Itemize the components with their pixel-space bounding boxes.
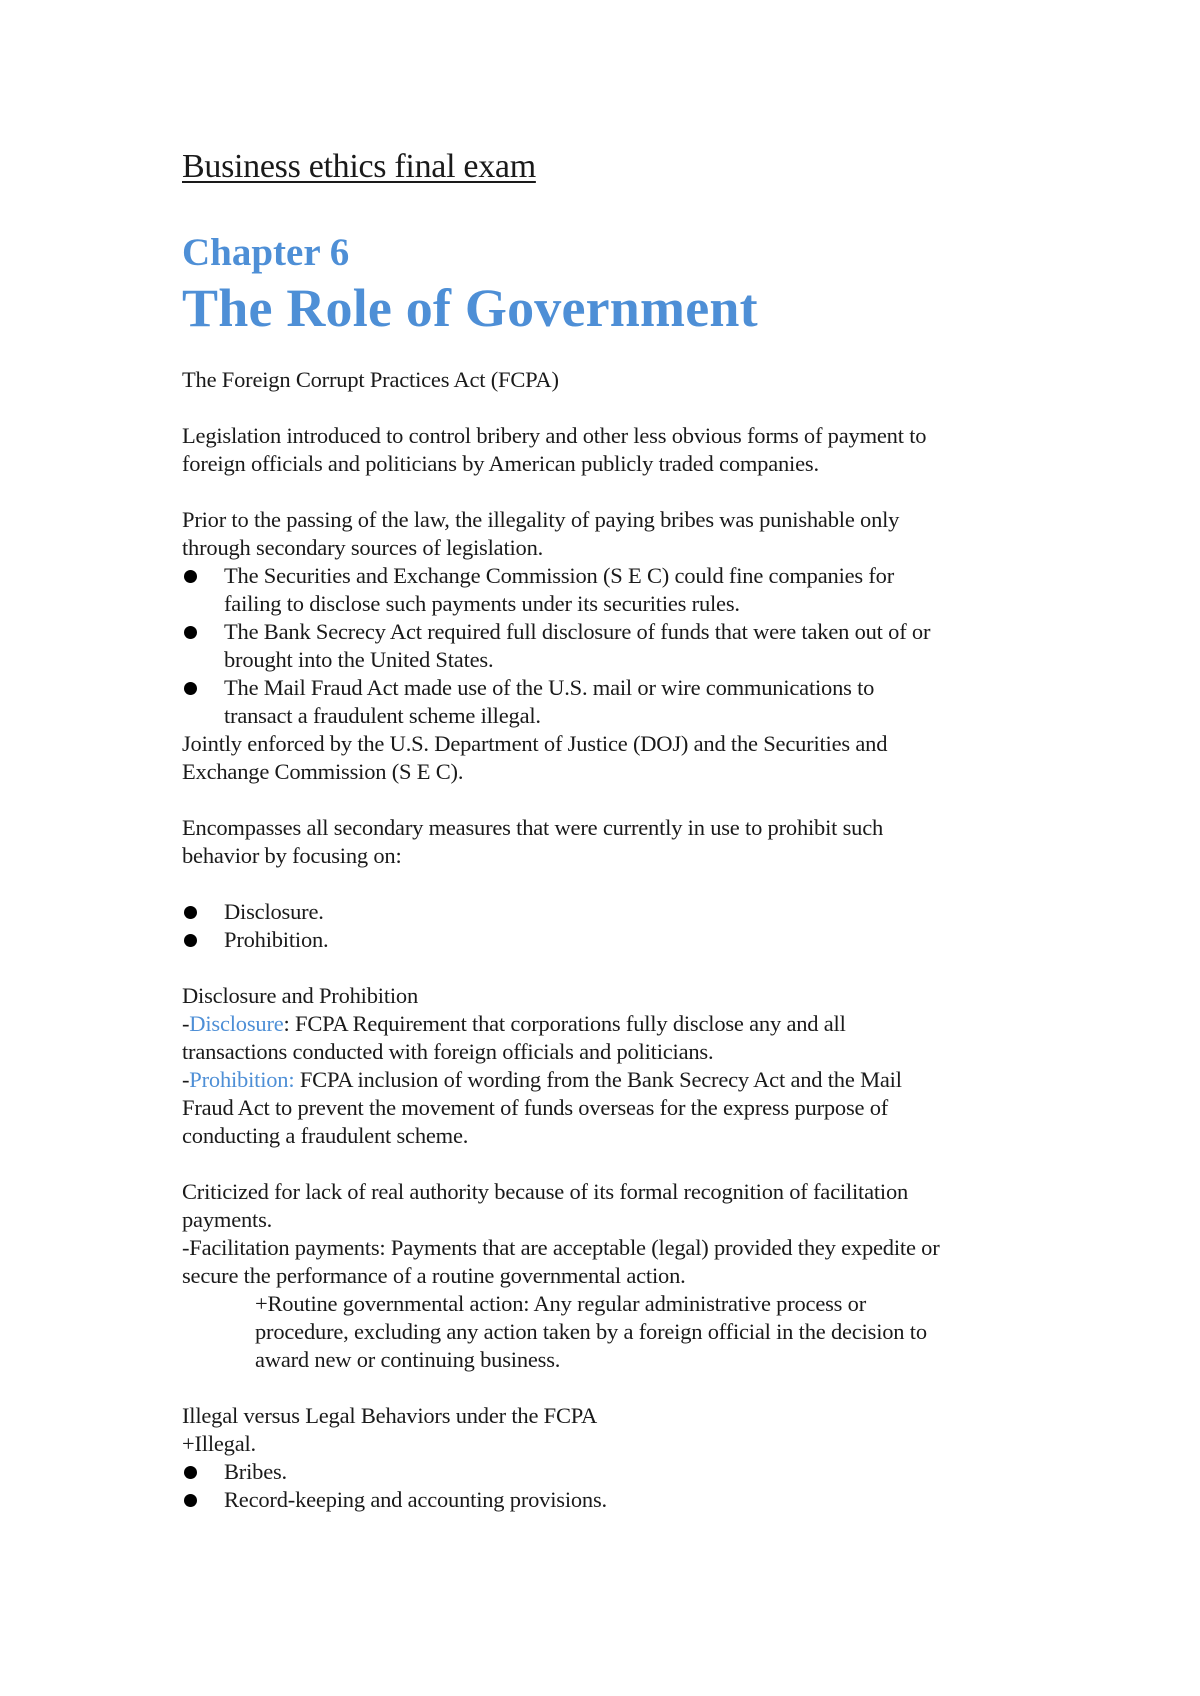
- section-title: Disclosure and Prohibition: [182, 983, 419, 1008]
- definition-line: -Prohibition: FCPA inclusion of wording from the Bank Secrecy Act and the Mail: [182, 1067, 902, 1092]
- bullet-item: [182, 926, 1042, 954]
- paragraph-line: payments.: [182, 1207, 273, 1232]
- paragraph-line: Encompasses all secondary measures that were currently in use to prohibit such: [182, 815, 884, 840]
- bullet-item: [182, 674, 1042, 730]
- bullet-item: [182, 898, 1042, 926]
- paragraph-line: transactions conducted with foreign officials and politicians.: [182, 1039, 714, 1064]
- paragraph-line: -Facilitation payments: Payments that are acceptable (legal) provided they expedite or: [182, 1235, 940, 1260]
- paragraph-line: Legislation introduced to control bribery and other less obvious forms of payment to: [182, 423, 927, 448]
- paragraph-line: secure the performance of a routine governmental action.: [182, 1263, 686, 1288]
- paragraph-line: conducting a fraudulent scheme.: [182, 1123, 469, 1148]
- paragraph-line: Criticized for lack of real authority because of its formal recognition of facilitation: [182, 1179, 909, 1204]
- term-prohibition: Prohibition:: [189, 1067, 295, 1092]
- bullet-icon: [184, 682, 197, 695]
- chapter-label: Chapter 6: [182, 231, 350, 274]
- indented-line: +Routine governmental action: Any regular administrative process or: [255, 1291, 866, 1316]
- bullet-text: Disclosure.: [224, 899, 324, 924]
- indented-line: award new or continuing business.: [255, 1347, 561, 1372]
- bullet-item: [182, 562, 1042, 618]
- bullet-text: Prohibition.: [224, 927, 329, 952]
- definition-line: -Disclosure: FCPA Requirement that corporations fully disclose any and all: [182, 1011, 846, 1036]
- bullet-icon: [184, 626, 197, 639]
- document-title: Business ethics final exam: [182, 148, 536, 185]
- paragraph-line: +Illegal.: [182, 1431, 256, 1456]
- bullet-icon: [184, 934, 197, 947]
- paragraph-line: Exchange Commission (S E C).: [182, 759, 464, 784]
- bullet-text: The Bank Secrecy Act required full disclosure of funds that were taken out of or: [224, 619, 931, 644]
- bullet-item: [182, 1486, 1042, 1514]
- fcpa-title: The Foreign Corrupt Practices Act (FCPA): [182, 367, 559, 392]
- bullet-text: transact a fraudulent scheme illegal.: [224, 703, 541, 728]
- paragraph-line: Jointly enforced by the U.S. Department of Justice (DOJ) and the Securities and: [182, 731, 888, 756]
- bullet-item: [182, 618, 1042, 674]
- bullet-text: The Mail Fraud Act made use of the U.S. mail or wire communications to: [224, 675, 875, 700]
- bullet-icon: [184, 1466, 197, 1479]
- paragraph-line: through secondary sources of legislation.: [182, 535, 544, 560]
- indented-line: procedure, excluding any action taken by a foreign official in the decision to: [255, 1319, 927, 1344]
- bullet-text: The Securities and Exchange Commission (S E C) could fine companies for: [224, 563, 895, 588]
- bullet-item: [182, 1458, 1042, 1486]
- bullet-text: brought into the United States.: [224, 647, 494, 672]
- bullet-text: Record-keeping and accounting provisions.: [224, 1487, 607, 1512]
- bullet-icon: [184, 1494, 197, 1507]
- paragraph-line: Prior to the passing of the law, the illegality of paying bribes was punishable only: [182, 507, 900, 532]
- term-disclosure: Disclosure: [189, 1011, 284, 1036]
- chapter-heading: The Role of Government: [182, 278, 758, 338]
- bullet-text: Bribes.: [224, 1459, 287, 1484]
- paragraph-line: Fraud Act to prevent the movement of funds overseas for the express purpose of: [182, 1095, 889, 1120]
- bullet-icon: [184, 906, 197, 919]
- paragraph-line: foreign officials and politicians by American publicly traded companies.: [182, 451, 819, 476]
- document-body: [182, 366, 1042, 1514]
- bullet-icon: [184, 570, 197, 583]
- paragraph-line: behavior by focusing on:: [182, 843, 402, 868]
- bullet-text: failing to disclose such payments under its securities rules.: [224, 591, 740, 616]
- section-title: Illegal versus Legal Behaviors under the FCPA: [182, 1403, 598, 1428]
